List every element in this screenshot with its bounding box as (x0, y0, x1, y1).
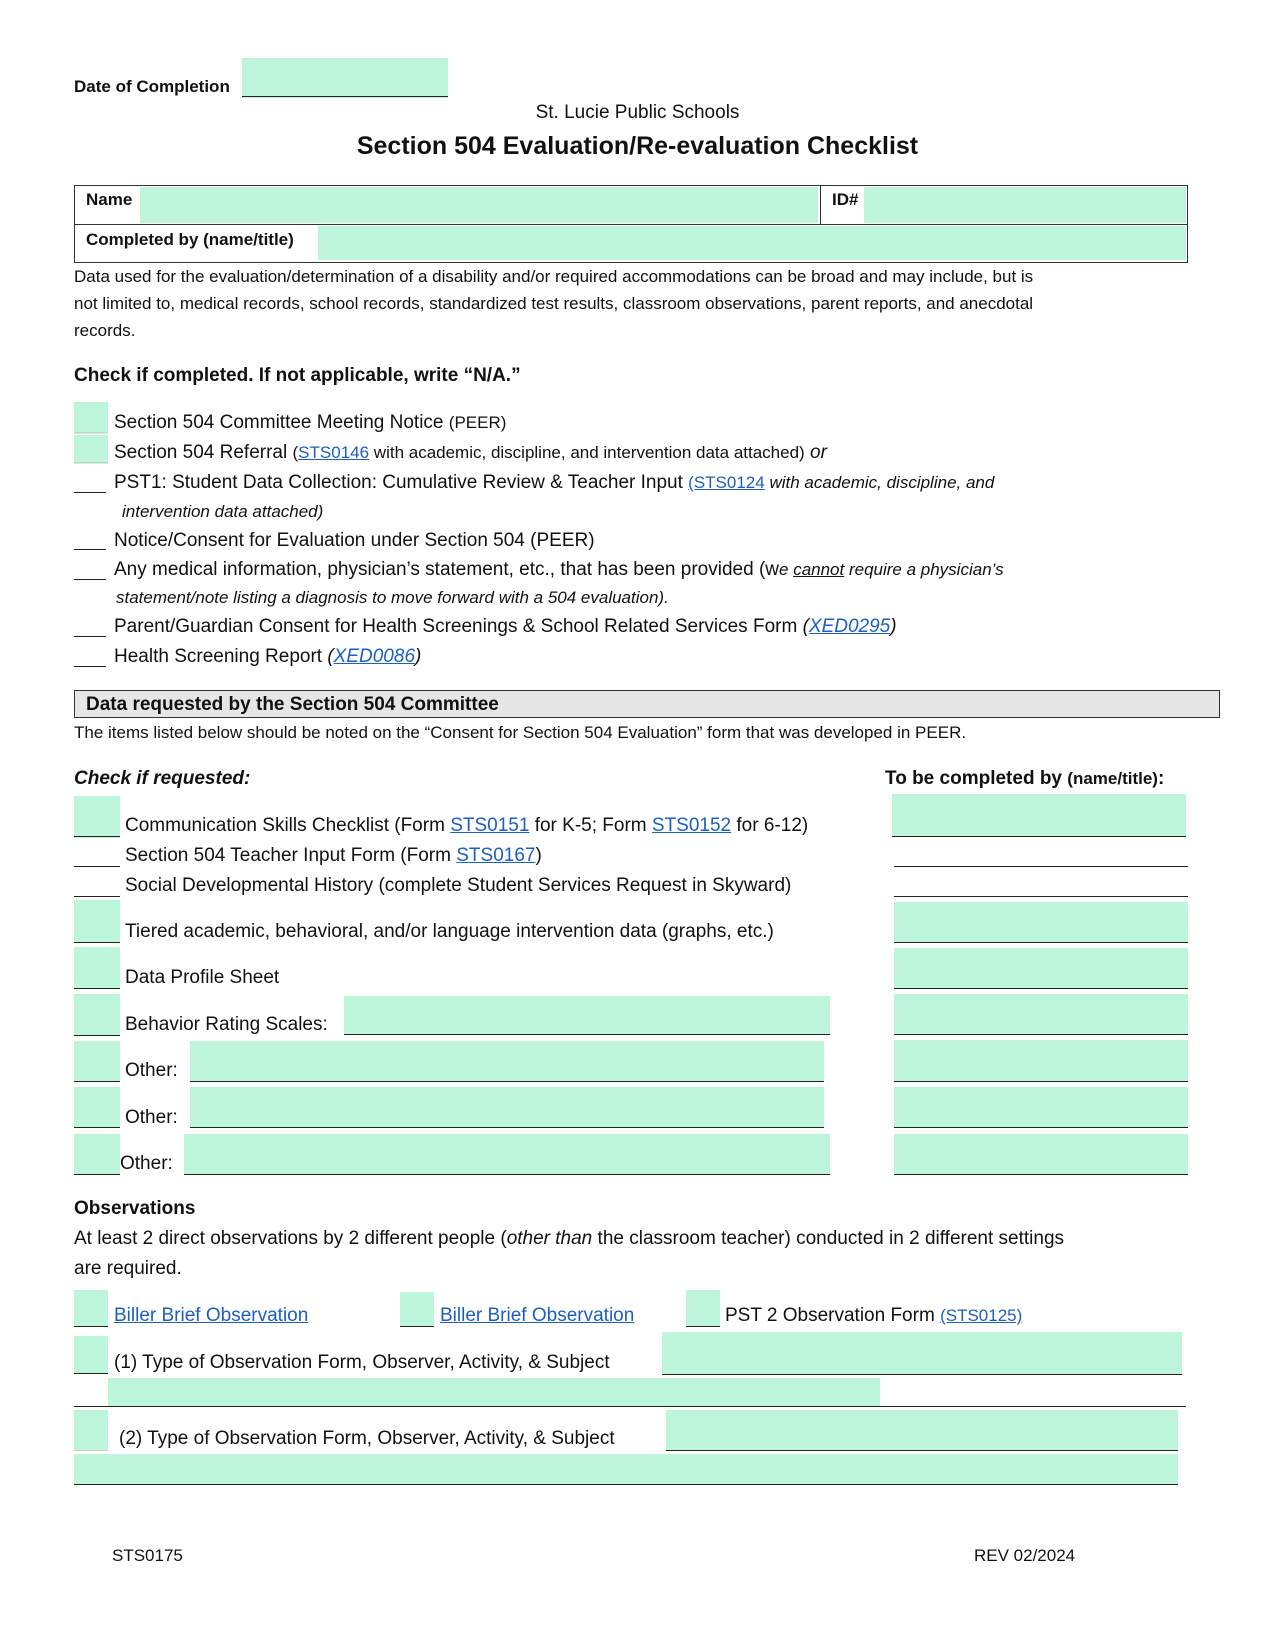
completed-by-field[interactable] (318, 226, 1186, 260)
req-by-underline (894, 1174, 1188, 1175)
field-underline (662, 1374, 1182, 1375)
item-medical-line2: statement/note listing a diagnosis to move forward with a 504 evaluation). (116, 588, 669, 607)
check-underline (74, 1127, 120, 1128)
check-parent-consent[interactable] (74, 636, 106, 637)
item-medical: Any medical information, physician’s statement, etc., that has been provided (we cannot require a physician’s (114, 559, 1004, 580)
link-xed0295[interactable]: XED0295 (808, 616, 891, 637)
item-meeting-notice: Section 504 Committee Meeting Notice (PEER) (114, 412, 507, 433)
info-table-divider (74, 224, 1188, 225)
page-title: Section 504 Evaluation/Re-evaluation Checklist (356, 132, 919, 160)
check-underline (74, 1081, 120, 1082)
check-pst1[interactable] (74, 492, 106, 493)
obs1-label: (1) Type of Observation Form, Observer, Activity, & Subject (114, 1352, 610, 1373)
obs1-field[interactable] (662, 1332, 1182, 1374)
info-table-col-divider (820, 185, 821, 225)
requested-note: The items listed below should be noted on the “Consent for Section 504 Evaluation” form that was developed in PEER. (74, 723, 967, 742)
behavior-scales-field[interactable] (344, 996, 830, 1034)
check-underline (686, 1326, 720, 1327)
intro-line-3: records. (74, 321, 136, 340)
req-by-teacher-input[interactable] (894, 866, 1188, 867)
item-notice-consent: Notice/Consent for Evaluation under Section 504 (PEER) (114, 530, 595, 551)
link-biller-brief-2[interactable]: Biller Brief Observation (440, 1305, 635, 1326)
other2-field[interactable] (190, 1087, 824, 1127)
check-underline (74, 836, 120, 837)
link-xed0086[interactable]: XED0086 (333, 646, 416, 667)
check-obs1[interactable] (74, 1336, 108, 1374)
req-other2: Other: (125, 1107, 178, 1128)
req-by-comm[interactable] (892, 794, 1186, 836)
check-underline (74, 462, 108, 463)
item-referral: Section 504 Referral (STS0146 with academic, discipline, and intervention data attached) or (114, 442, 827, 463)
item-pst2: PST 2 Observation Form (STS0125) (725, 1305, 1023, 1326)
req-by-underline (894, 1081, 1188, 1082)
footer-form-id: STS0175 (112, 1546, 183, 1565)
item-parent-consent: Parent/Guardian Consent for Health Screenings & School Related Services Form (XED0295) (114, 616, 897, 637)
req-by-underline (894, 988, 1188, 989)
field-underline (74, 1406, 1186, 1407)
req-behavior: Behavior Rating Scales: (125, 1014, 328, 1035)
check-meeting-notice[interactable] (74, 402, 108, 434)
req-teacher-input: Section 504 Teacher Input Form (Form STS0167) (125, 845, 542, 866)
req-check-comm[interactable] (74, 796, 120, 838)
req-check-behavior[interactable] (74, 994, 120, 1036)
check-underline (74, 988, 120, 989)
footer-revision: REV 02/2024 (974, 1546, 1076, 1565)
req-social: Social Developmental History (complete Student Services Request in Skyward) (125, 875, 792, 896)
observations-heading: Observations (74, 1198, 196, 1219)
id-field[interactable] (864, 187, 1186, 223)
check-underline (74, 1035, 120, 1036)
requested-section-title: Data requested by the Section 504 Committee (86, 694, 499, 715)
req-check-social[interactable] (74, 896, 120, 897)
check-biller-2[interactable] (400, 1292, 434, 1326)
id-label: ID# (832, 190, 859, 209)
req-check-other2[interactable] (74, 1087, 120, 1127)
req-comm: Communication Skills Checklist (Form STS0151 for K-5; Form STS0152 for 6-12) (125, 815, 809, 836)
link-sts0167[interactable]: STS0167 (456, 845, 536, 866)
link-sts0151[interactable]: STS0151 (450, 815, 530, 836)
field-underline (190, 1081, 824, 1082)
other1-field[interactable] (190, 1041, 824, 1081)
org-name: St. Lucie Public Schools (535, 102, 740, 123)
req-by-other2[interactable] (894, 1087, 1188, 1127)
req-check-profile[interactable] (74, 947, 120, 989)
req-tiered: Tiered academic, behavioral, and/or language intervention data (graphs, etc.) (125, 921, 774, 942)
req-by-underline (894, 1127, 1188, 1128)
observations-text-1: At least 2 direct observations by 2 different people (other than the classroom teacher) conducted in 2 different settings (74, 1228, 1065, 1249)
checklist-heading: Check if completed. If not applicable, write “N/A.” (74, 365, 521, 386)
req-by-social[interactable] (894, 896, 1188, 897)
req-by-underline (894, 942, 1188, 943)
req-by-underline (892, 836, 1186, 837)
req-check-other1[interactable] (74, 1041, 120, 1081)
completed-by-label: Completed by (name/title) (86, 230, 294, 249)
observations-text-2: are required. (74, 1258, 182, 1279)
check-health-screening[interactable] (74, 666, 106, 667)
item-health-screening: Health Screening Report (XED0086) (114, 646, 422, 667)
req-check-teacher-input[interactable] (74, 866, 120, 867)
req-other3: Other: (120, 1153, 173, 1174)
check-obs2[interactable] (74, 1410, 108, 1450)
link-sts0146[interactable]: STS0146 (298, 443, 370, 462)
link-sts0152[interactable]: STS0152 (651, 815, 732, 836)
req-check-other3[interactable] (74, 1134, 120, 1174)
field-underline (74, 1484, 1178, 1485)
field-underline (190, 1127, 824, 1128)
date-field[interactable] (242, 58, 448, 98)
req-by-profile[interactable] (894, 948, 1188, 988)
field-underline (344, 1034, 830, 1035)
check-if-requested-label: Check if requested: (74, 768, 251, 789)
req-by-other1[interactable] (894, 1040, 1188, 1081)
item-pst1-line2: intervention data attached) (122, 502, 324, 521)
check-underline (74, 1450, 108, 1451)
check-underline (74, 1326, 108, 1327)
req-by-other3[interactable] (894, 1134, 1188, 1174)
req-by-behavior[interactable] (894, 994, 1188, 1034)
other3-field[interactable] (184, 1134, 830, 1174)
item-pst1: PST1: Student Data Collection: Cumulative Review & Teacher Input (STS0124 with academic, discipline, and (114, 472, 995, 493)
req-other1: Other: (125, 1060, 178, 1081)
check-referral[interactable] (74, 435, 108, 464)
name-label: Name (86, 190, 133, 209)
check-underline (74, 1373, 108, 1374)
link-sts0125[interactable]: (STS0125) (940, 1306, 1023, 1325)
req-check-tiered[interactable] (74, 900, 120, 942)
name-field[interactable] (140, 187, 818, 223)
check-biller-1[interactable] (74, 1290, 108, 1326)
obs2-field-line2[interactable] (74, 1454, 1178, 1484)
check-pst2[interactable] (686, 1290, 720, 1326)
req-profile: Data Profile Sheet (125, 967, 280, 988)
check-underline (74, 1174, 120, 1175)
date-label: Date of Completion (74, 77, 230, 96)
check-medical[interactable] (74, 579, 106, 580)
intro-line-2: not limited to, medical records, school records, standardized test results, classroom observations, parent reports, and anecdotal (74, 294, 1034, 313)
field-underline (666, 1450, 1178, 1451)
link-biller-brief-1[interactable]: Biller Brief Observation (114, 1305, 309, 1326)
date-underline (242, 96, 448, 97)
req-by-tiered[interactable] (894, 902, 1188, 942)
check-underline (74, 432, 108, 433)
obs2-label: (2) Type of Observation Form, Observer, Activity, & Subject (119, 1428, 615, 1449)
link-sts0124[interactable]: (STS0124 (688, 473, 765, 492)
obs2-field[interactable] (666, 1410, 1178, 1450)
check-notice-consent[interactable] (74, 549, 106, 550)
field-underline (184, 1174, 830, 1175)
obs1-field-line2[interactable] (108, 1378, 880, 1406)
to-be-completed-label: To be completed by (name/title): (885, 768, 1165, 789)
req-by-underline (894, 1034, 1188, 1035)
check-underline (400, 1326, 434, 1327)
check-underline (74, 942, 120, 943)
intro-line-1: Data used for the evaluation/determination of a disability and/or required accommodations can be broad and may include, but is (74, 267, 1034, 286)
